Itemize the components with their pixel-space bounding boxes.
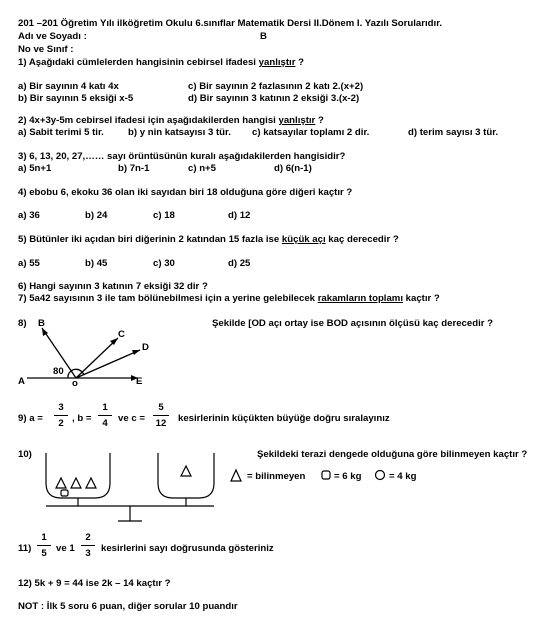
q4-stem: 4) ebobu 6, ekoku 36 olan iki sayıdan biri 18 olduğuna göre diğeri kaçtır ? — [18, 187, 353, 198]
fraction-2-3 — [81, 532, 95, 559]
fraction-1-5-numerator: 1 — [41, 532, 47, 543]
label-D: D — [142, 342, 149, 353]
q3-option-c: c) n+5 — [188, 163, 216, 174]
fraction-2-3-denominator: 3 — [85, 548, 91, 559]
unknown-triangle-icon — [56, 478, 66, 488]
q1-option-d: d) Bir sayının 3 katının 2 eksiği 3.(x-2) — [188, 93, 360, 104]
q1-stem-text: 1) Aşağıdaki cümlelerden hangisinin cebirsel ifadesi — [18, 57, 256, 68]
fraction-b-bar — [98, 415, 112, 416]
q1-option-b: b) Bir sayının 5 eksiği x-5 — [18, 93, 134, 104]
fraction-1-5-denominator: 5 — [41, 548, 47, 559]
q9-a-prefix: 9) a = — [18, 413, 43, 424]
legend-circle-icon — [376, 471, 385, 480]
q2-stem-end: ? — [315, 115, 324, 126]
q5-stem-text: 5) Bütünler iki açıdan biri diğerinin 2 katından 15 fazla ise — [18, 234, 280, 245]
fraction-a — [54, 402, 68, 429]
fraction-c-numerator: 5 — [158, 402, 164, 413]
q11-stem: kesirlerini sayı doğrusunda gösteriniz — [101, 543, 274, 554]
q5-stem-underline: küçük açı — [281, 234, 326, 245]
angle-value-80: 80 — [53, 366, 64, 377]
q8-stem: Şekilde [OD açı ortay ise BOD açısının ölçüsü kaç derecedir ? — [212, 318, 493, 329]
fraction-a-denominator: 2 — [58, 418, 64, 429]
q1-stem-end: ? — [295, 57, 304, 68]
left-pan — [46, 453, 110, 498]
group-label: B — [260, 31, 267, 42]
q4-option-a: a) 36 — [18, 210, 40, 221]
q1-stem-underline: yanlıştır — [258, 57, 296, 68]
q9-b-prefix: , b = — [72, 413, 92, 424]
fraction-2-3-bar — [81, 545, 95, 546]
q8-number: 8) — [18, 318, 27, 329]
q5-option-b: b) 45 — [85, 258, 108, 269]
q2-option-c: c) katsayılar toplamı 2 dir. — [252, 127, 370, 138]
q11-number: 11) — [18, 543, 32, 554]
unknown-triangle-icon — [181, 466, 191, 476]
fraction-a-bar — [54, 415, 68, 416]
legend-square-icon — [322, 471, 330, 479]
q12-stem: 12) 5k + 9 = 44 ise 2k – 14 kaçtır ? — [18, 578, 171, 589]
fraction-b-denominator: 4 — [102, 418, 108, 429]
fraction-c-bar — [153, 415, 169, 416]
weight-square-icon — [61, 490, 68, 496]
q4-option-d: d) 12 — [228, 210, 251, 221]
angle-arc-AOB — [68, 371, 71, 378]
q4-option-b: b) 24 — [85, 210, 108, 221]
number-class-label: No ve Sınıf : — [18, 44, 74, 55]
unknown-triangle-icon — [71, 478, 81, 488]
fraction-c-denominator: 12 — [155, 418, 167, 429]
q10-stem: Şekildeki terazi dengede olduğuna göre bilinmeyen kaçtır ? — [257, 449, 528, 460]
q9-stem: kesirlerinin küçükten büyüğe doğru sıralayınız — [178, 413, 390, 424]
fraction-2-3-numerator: 2 — [85, 532, 91, 543]
q11-mid: ve 1 — [56, 543, 75, 554]
q3-option-a: a) 5n+1 — [18, 163, 52, 174]
q1-option-c: c) Bir sayının 2 fazlasının 2 katı 2.(x+2) — [188, 81, 364, 92]
label-C: C — [118, 329, 125, 340]
q7-stem-text: 7) 5a42 sayısının 3 ile tam bölünebilmesi için a yerine gelebilecek — [18, 293, 316, 304]
label-B: B — [38, 318, 45, 329]
q9-c-prefix: ve c = — [118, 413, 145, 424]
label-A: A — [18, 376, 25, 387]
q6-stem: 6) Hangi sayının 3 katının 7 eksiği 32 dir ? — [18, 281, 208, 292]
fraction-b — [98, 402, 112, 429]
arrow-D-icon — [132, 350, 140, 355]
q3-option-d: d) 6(n-1) — [274, 163, 312, 174]
q5-option-c: c) 30 — [153, 258, 175, 269]
exam-title: 201 –201 Öğretim Yılı ilköğretim Okulu 6.sınıflar Matematik Dersi II.Dönem I. Yazılı Sorularıdır. — [18, 18, 443, 29]
q7-stem-end: kaçtır ? — [403, 293, 440, 304]
label-E: E — [136, 376, 143, 387]
fraction-b-numerator: 1 — [102, 402, 108, 413]
q3-option-b: b) 7n-1 — [118, 163, 150, 174]
grading-note: NOT : İlk 5 soru 6 puan, diğer sorular 10 puandır — [18, 601, 238, 612]
q2-option-d: d) terim sayısı 3 tür. — [408, 127, 499, 138]
fraction-1-5-bar — [37, 545, 51, 546]
q4-option-c: c) 18 — [153, 210, 175, 221]
legend-circle-weight: = 4 kg — [389, 471, 417, 482]
label-O: o — [72, 378, 78, 389]
q2-option-b: b) y nin katsayısı 3 tür. — [128, 127, 231, 138]
angle-arc-BOC — [71, 369, 82, 372]
q2-option-a: a) Sabit terimi 5 tir. — [18, 127, 104, 138]
q5-stem-end: kaç derecedir ? — [325, 234, 399, 245]
legend-square-weight: = 6 kg — [334, 471, 362, 482]
q1-option-a: a) Bir sayının 4 katı 4x — [18, 81, 119, 92]
balance-scale — [46, 453, 385, 521]
q5-option-a: a) 55 — [18, 258, 40, 269]
q2-stem-text: 2) 4x+3y-5m cebirsel ifadesi için aşağıdakilerden hangisi — [18, 115, 276, 126]
q7-stem-underline: rakamların toplamı — [317, 293, 403, 304]
q3-stem: 3) 6, 13, 20, 27,…… sayı örüntüsünün kuralı aşağıdakilerden hangisidir? — [18, 151, 346, 162]
q10-number: 10) — [18, 449, 32, 460]
legend-unknown: = bilinmeyen — [247, 471, 306, 482]
fraction-1-5 — [37, 532, 51, 559]
legend-triangle-icon — [231, 470, 241, 481]
q5-option-d: d) 25 — [228, 258, 251, 269]
fraction-a-numerator: 3 — [58, 402, 64, 413]
unknown-triangle-icon — [86, 478, 96, 488]
fraction-c — [153, 402, 169, 429]
q2-stem-underline: yanlıştır — [278, 115, 316, 126]
name-label: Adı ve Soyadı : — [18, 31, 87, 42]
ray-OD — [76, 350, 140, 378]
